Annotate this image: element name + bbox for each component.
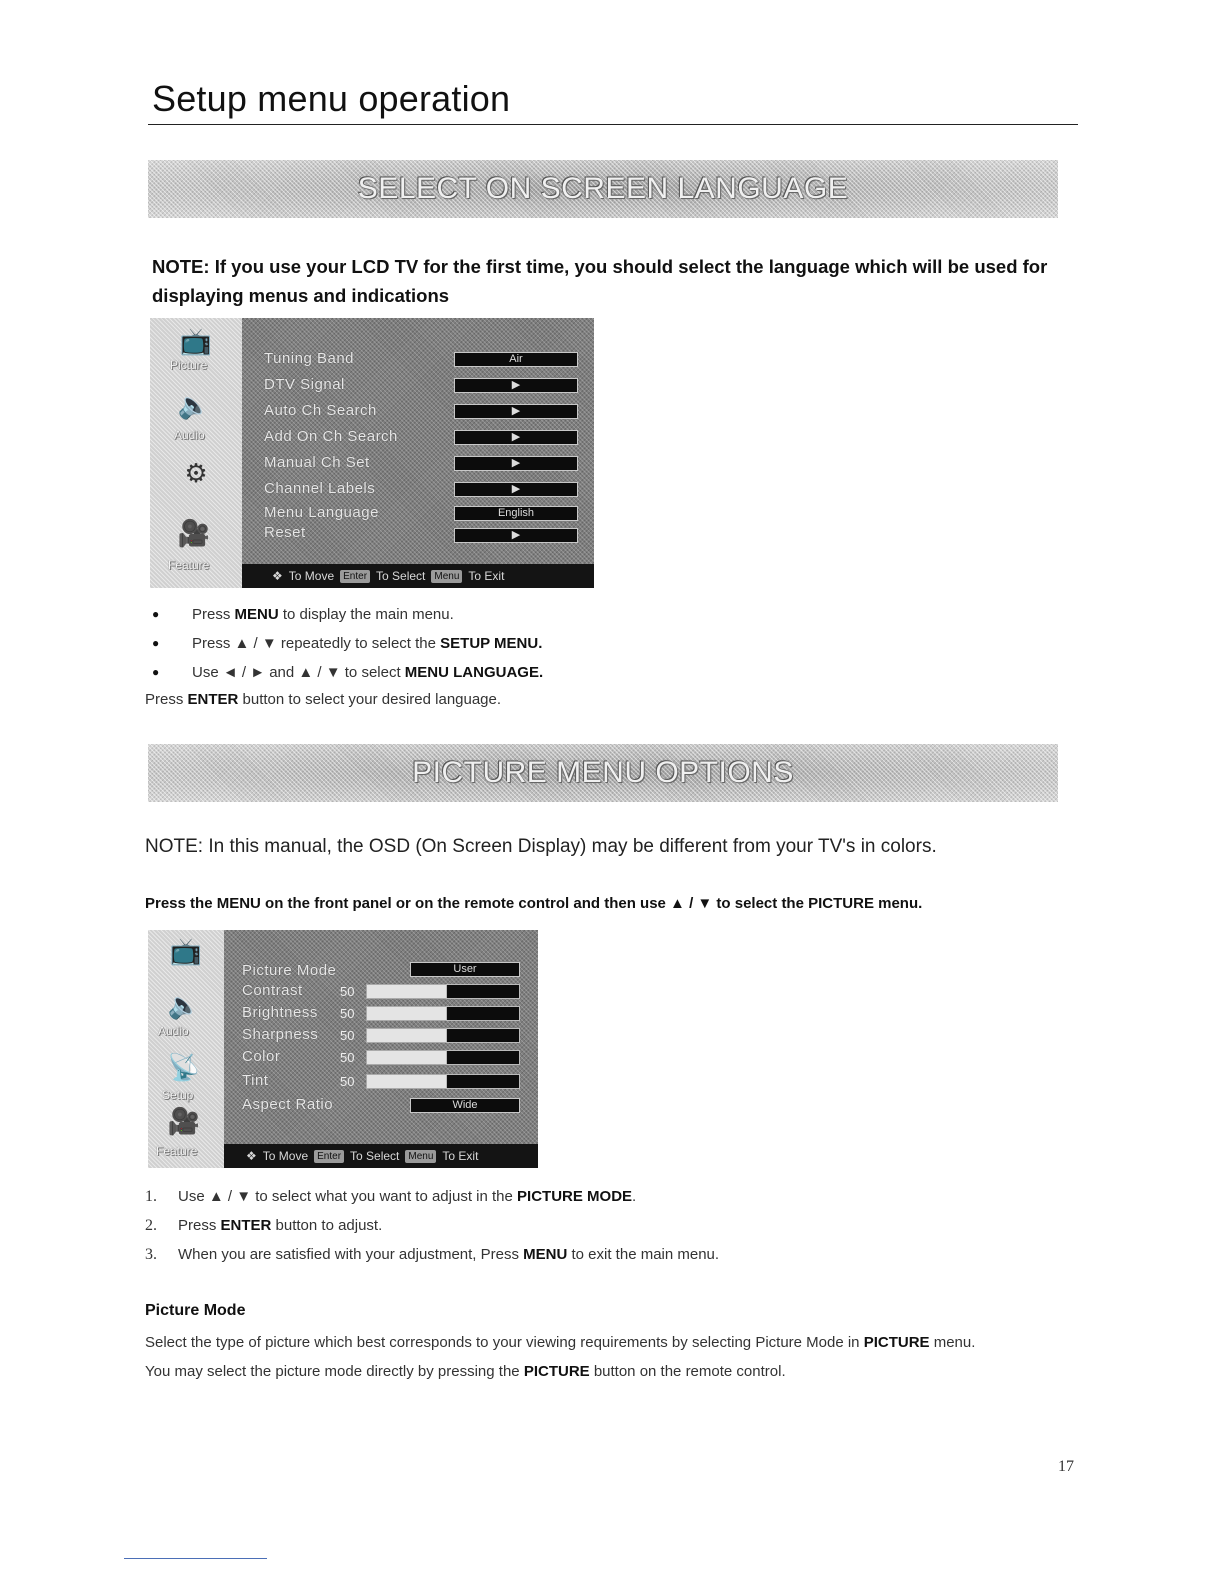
- menu-item-value: ▶: [454, 456, 578, 471]
- menu-item-label: Menu Language: [264, 504, 379, 521]
- move-icon: ❖: [246, 1149, 257, 1163]
- osd-sidebar: [148, 930, 224, 1168]
- help-exit: To Exit: [442, 1149, 479, 1163]
- osd-color-note: NOTE: In this manual, the OSD (On Screen Display) may be different from your TV's in colors.: [145, 836, 937, 857]
- list-item: ● Press MENU to display the main menu.: [152, 600, 852, 629]
- list-item: 1. Use ▲ / ▼ to select what you want to adjust in the PICTURE MODE.: [145, 1188, 637, 1205]
- setup-icon: ⚙: [184, 458, 208, 488]
- move-icon: ❖: [272, 569, 283, 583]
- sidebar-label-setup: Setup: [162, 1088, 194, 1102]
- banner-title: PICTURE MENU OPTIONS: [412, 756, 794, 789]
- menu-item-label: Brightness: [242, 1004, 318, 1021]
- slider-fill: [366, 1006, 448, 1021]
- slider-fill: [366, 1050, 448, 1065]
- footer-divider: [124, 1558, 267, 1559]
- sidebar-label-audio: Audio: [158, 1024, 189, 1038]
- page-title: Setup menu operation: [152, 78, 511, 119]
- menu-item-value: English: [454, 506, 578, 521]
- section-banner-picture: [148, 744, 1058, 802]
- picture-mode-heading: Picture Mode: [145, 1302, 246, 1319]
- setup-menu-screenshot: [150, 318, 594, 588]
- menu-item-label: Tuning Band: [264, 350, 355, 367]
- slider-track: [446, 984, 520, 999]
- menu-item-label: Manual Ch Set: [264, 454, 370, 471]
- speaker-icon: 🔈: [177, 390, 211, 420]
- menu-key-icon: Menu: [431, 570, 462, 583]
- menu-item-number: 50: [340, 1074, 355, 1089]
- slider-track: [446, 1006, 520, 1021]
- page-number: 17: [1058, 1458, 1074, 1475]
- feature-icon: 🎥: [167, 1106, 201, 1136]
- osd-main-panel: [224, 930, 538, 1168]
- section-banner-language: [148, 160, 1058, 218]
- feature-icon: 🎥: [177, 518, 211, 548]
- help-move: To Move: [262, 1149, 309, 1163]
- help-select: To Select: [350, 1149, 400, 1163]
- menu-item-label: Add On Ch Search: [264, 428, 398, 445]
- menu-item-label: Tint: [242, 1072, 269, 1089]
- sidebar-label-feature: Feature: [168, 558, 210, 572]
- menu-item-number: 50: [340, 984, 355, 999]
- menu-item-label: Picture Mode: [242, 962, 337, 979]
- menu-item-value: ▶: [454, 482, 578, 497]
- osd-help-bar: [224, 1144, 538, 1168]
- help-select: To Select: [376, 569, 426, 583]
- list-item: 3. When you are satisfied with your adjustment, Press MENU to exit the main menu.: [145, 1246, 720, 1263]
- first-time-note: NOTE: If you use your LCD TV for the first time, you should select the language which will be used for displaying menus and indications: [152, 256, 1048, 306]
- menu-item-value: ▶: [454, 430, 578, 445]
- sidebar-label-feature: Feature: [156, 1144, 198, 1158]
- enter-key-icon: Enter: [340, 570, 370, 583]
- picture-mode-body: Select the type of picture which best corresponds to your viewing requirements by selecting Picture Mode in PICTURE menu. You may select the picture mode directly by pressing the PICTURE button on the remote control.: [145, 1334, 976, 1380]
- osd-help-bar: [242, 564, 594, 588]
- picture-menu-instruction: Press the MENU on the front panel or on the remote control and then use ▲ / ▼ to select the PICTURE menu.: [145, 895, 923, 912]
- menu-item-label: Color: [242, 1048, 281, 1065]
- osd-main-panel: [242, 318, 594, 588]
- slider-track: [446, 1028, 520, 1043]
- picture-steps-list: [145, 1182, 719, 1269]
- enter-key-icon: Enter: [314, 1150, 344, 1163]
- language-steps-list: [152, 600, 852, 687]
- menu-item-label: Reset: [264, 524, 306, 541]
- menu-item-number: 50: [340, 1050, 355, 1065]
- sidebar-label-audio: Audio: [174, 428, 205, 442]
- slider-track: [446, 1050, 520, 1065]
- slider-track: [446, 1074, 520, 1089]
- tv-icon: 📺: [179, 326, 213, 356]
- menu-item-number: 50: [340, 1006, 355, 1021]
- help-move: To Move: [288, 569, 335, 583]
- menu-item-label: DTV Signal: [264, 376, 345, 393]
- speaker-icon: 🔈: [167, 990, 201, 1020]
- menu-item-value: ▶: [454, 378, 578, 393]
- slider-fill: [366, 1028, 448, 1043]
- menu-item-value: ▶: [454, 528, 578, 543]
- menu-item-value: User: [410, 962, 520, 977]
- osd-sidebar: [150, 318, 242, 588]
- list-item: ● Press ▲ / ▼ repeatedly to select the SETUP MENU.: [152, 629, 852, 658]
- menu-item-label: Auto Ch Search: [264, 402, 377, 419]
- slider-fill: [366, 1074, 448, 1089]
- tv-icon: 📺: [169, 936, 203, 966]
- menu-item-label: Channel Labels: [264, 480, 376, 497]
- list-item: ● Use ◄ / ► and ▲ / ▼ to select MENU LANGUAGE.: [152, 658, 852, 687]
- picture-menu-screenshot: [148, 930, 538, 1168]
- menu-item-value: Wide: [410, 1098, 520, 1113]
- menu-item-label: Contrast: [242, 982, 303, 999]
- menu-item-number: 50: [340, 1028, 355, 1043]
- list-item: 2. Press ENTER button to adjust.: [145, 1217, 383, 1234]
- menu-key-icon: Menu: [405, 1150, 436, 1163]
- title-divider: [148, 124, 1078, 125]
- menu-item-value: Air: [454, 352, 578, 367]
- sidebar-label-picture: Picture: [170, 358, 208, 372]
- help-exit: To Exit: [468, 569, 505, 583]
- menu-item-label: Sharpness: [242, 1026, 319, 1043]
- press-enter-instruction: Press ENTER button to select your desired language.: [145, 691, 502, 708]
- slider-fill: [366, 984, 448, 999]
- menu-item-value: ▶: [454, 404, 578, 419]
- satellite-icon: 📡: [167, 1052, 201, 1082]
- menu-item-label: Aspect Ratio: [242, 1096, 334, 1113]
- banner-title: SELECT ON SCREEN LANGUAGE: [357, 172, 849, 205]
